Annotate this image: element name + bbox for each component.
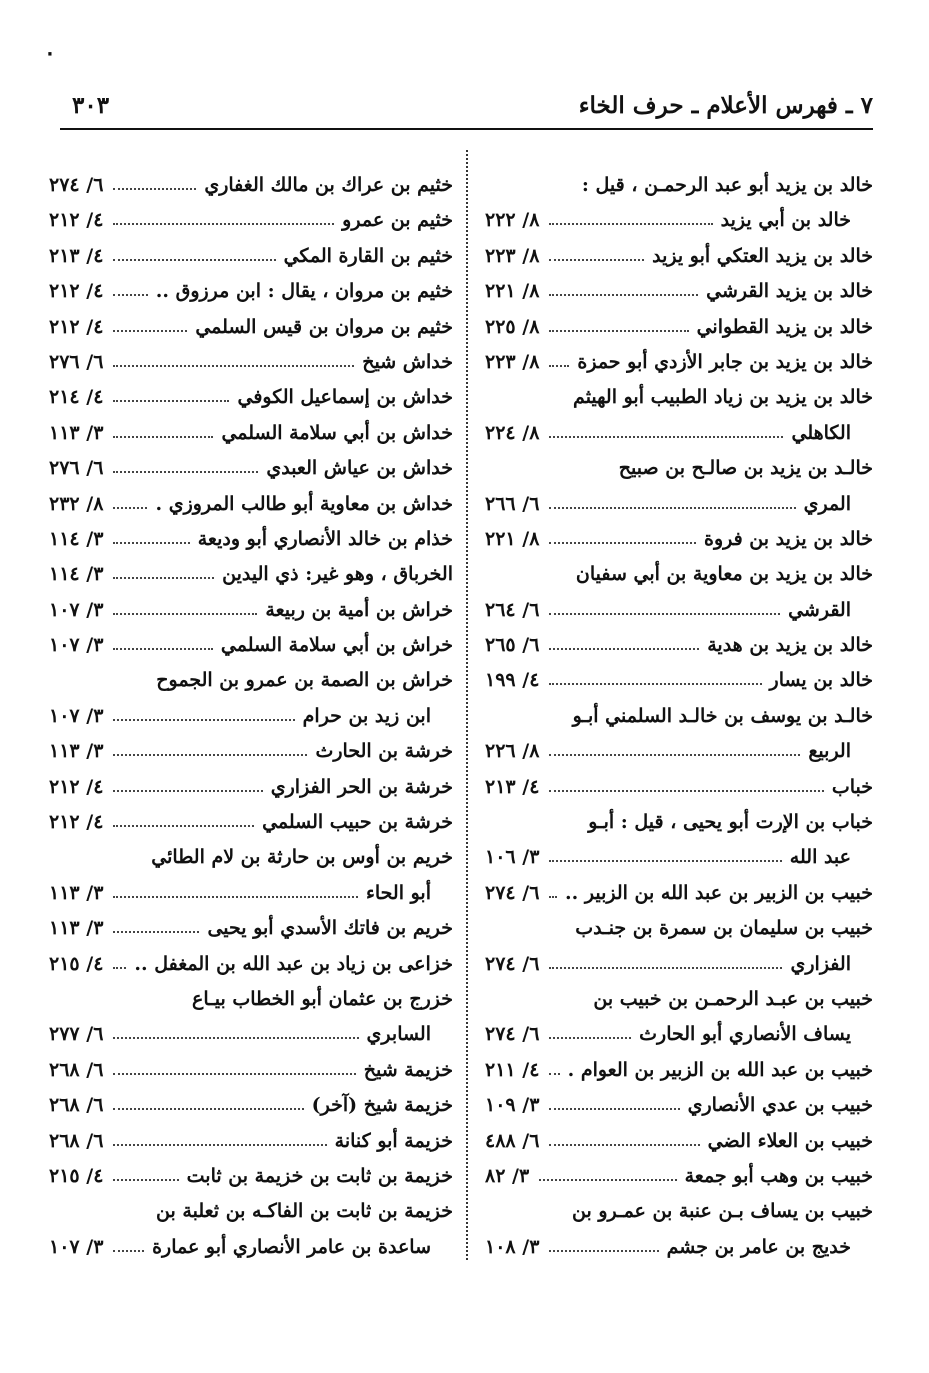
leader-dots xyxy=(539,1171,677,1181)
entry-name: عبد الله xyxy=(789,846,851,869)
entry-reference: ٨/ ٢٢١ xyxy=(485,280,540,303)
entry-name: خالد بن يزيد بن هدية xyxy=(707,634,873,657)
leader-dots xyxy=(113,817,254,827)
index-entry xyxy=(49,840,453,875)
entry-reference: ٦/ ٢٦٥ xyxy=(485,634,540,657)
leader-dots xyxy=(113,569,214,579)
index-entry xyxy=(49,663,453,698)
index-entry xyxy=(49,982,453,1017)
entry-name: خباب xyxy=(831,775,873,798)
index-entry xyxy=(485,1159,873,1194)
entry-reference: ٣/ ١١٤ xyxy=(49,527,104,550)
entry-reference: ٣/ ١١٤ xyxy=(49,563,104,586)
index-entry xyxy=(485,522,873,557)
entry-name: خبيب بن العلاء الضي xyxy=(707,1129,873,1152)
entry-reference: ٣/ ١٠٨ xyxy=(485,1235,540,1258)
page-number: ٣٠٣ xyxy=(72,92,110,119)
index-entry xyxy=(485,876,873,911)
entry-name: خالد بن يزيد أبو عبد الرحمـن ، قيل : xyxy=(581,174,873,196)
entry-name: خراش بن الصمة بن عمرو بن الجموح xyxy=(156,669,453,692)
index-entry xyxy=(485,734,873,769)
index-entry xyxy=(485,310,873,345)
entry-name: خرشة بن الحر الفزاري xyxy=(270,775,453,798)
index-entry xyxy=(485,1088,873,1123)
index-entry xyxy=(49,947,453,982)
entry-name: خزيمة شيخ (آخر) xyxy=(311,1094,453,1117)
entry-name: خراش بن أمية بن ربيعة xyxy=(265,598,453,621)
entry-name: خداش بن معاوية أبو طالب المروزي . xyxy=(155,492,453,515)
index-column-right xyxy=(485,168,873,1265)
entry-reference: ٤/ ٢١٢ xyxy=(49,811,104,834)
leader-dots xyxy=(113,428,213,438)
entry-reference: ٣/ ١١٣ xyxy=(49,740,104,763)
leader-dots xyxy=(549,888,557,898)
leader-dots xyxy=(549,959,782,969)
index-entry xyxy=(485,1230,873,1265)
leader-dots xyxy=(549,1136,700,1146)
entry-reference: ٦/ ٢٦٨ xyxy=(49,1058,104,1081)
entry-name: خثيم بن عمرو xyxy=(342,209,453,232)
leader-dots xyxy=(113,534,190,544)
entry-reference: ٨/ ٢٢٦ xyxy=(485,740,540,763)
entry-name: خزيمة بن ثابت بن خزيمة بن ثابت xyxy=(186,1164,453,1187)
leader-dots xyxy=(549,215,713,225)
leader-dots xyxy=(549,428,783,438)
index-entry xyxy=(485,663,873,698)
leader-dots xyxy=(113,286,148,296)
entry-name: خالد بن يزيد بن جابر الأزدي أبو حمزة xyxy=(577,350,873,373)
index-column-left xyxy=(49,168,453,1265)
entry-reference: ٣/ ١١٣ xyxy=(49,421,104,444)
index-entry xyxy=(49,380,453,415)
leader-dots xyxy=(549,286,698,296)
entry-name: الفزاري xyxy=(790,952,851,975)
leader-dots xyxy=(113,923,199,933)
index-entry xyxy=(49,345,453,380)
index-entry xyxy=(485,1194,873,1229)
index-entry xyxy=(485,380,873,415)
entry-name: خبيب بن يساف بـن عنبة بن عمـرو بن xyxy=(571,1200,873,1223)
entry-name: خالد بن أبي يزيد xyxy=(720,209,851,232)
index-entry xyxy=(485,699,873,734)
leader-dots xyxy=(549,852,782,862)
index-entry xyxy=(485,947,873,982)
index-entry xyxy=(485,1017,873,1052)
entry-name: خبيب بن الزبير بن عبد الله بن الزبير .. xyxy=(565,881,873,904)
header-title: ٧ ـ فهرس الأعلام ـ حرف الخاء xyxy=(578,92,873,119)
entry-name: خالد بن يزيد بن زياد الطبيب أبو الهيثم xyxy=(573,386,873,409)
entry-reference: ٣/ ١٠٦ xyxy=(485,846,540,869)
index-entry xyxy=(485,770,873,805)
index-entry xyxy=(49,310,453,345)
entry-reference: ٨/ ٢٢٣ xyxy=(485,350,540,373)
leader-dots xyxy=(113,640,213,650)
entry-reference: ٦/ ٢٧٤ xyxy=(485,1023,540,1046)
index-entry xyxy=(49,770,453,805)
index-entry xyxy=(485,982,873,1017)
entry-name: خالد بن يزيد القطواني xyxy=(696,315,873,338)
entry-name: خداش بن إسماعيل الكوفي xyxy=(237,386,453,409)
leader-dots xyxy=(113,322,187,332)
entry-reference: ٦/ ٢٦٦ xyxy=(485,492,540,515)
leader-dots xyxy=(113,959,126,969)
index-entry xyxy=(49,1124,453,1159)
entry-reference: ٣/ ١٠٧ xyxy=(49,1235,104,1258)
entry-reference: ٤/ ٢١٥ xyxy=(49,1164,104,1187)
entry-reference: ٦/ ٢٦٨ xyxy=(49,1094,104,1117)
entry-name: خراش بن أبي سلامة السلمي xyxy=(220,634,453,657)
leader-dots xyxy=(113,215,334,225)
page-header xyxy=(60,88,873,130)
index-entry xyxy=(485,557,873,592)
index-entry xyxy=(49,734,453,769)
leader-dots xyxy=(113,1065,356,1075)
index-entry xyxy=(485,168,873,203)
entry-name: الربيع xyxy=(808,740,851,763)
leader-dots xyxy=(113,180,196,190)
entry-name: خالد بن يزيد العتكي أبو يزيد xyxy=(652,244,873,267)
index-entry xyxy=(485,593,873,628)
entry-reference: ٦/ ٢٧٤ xyxy=(49,174,104,196)
entry-name: خثيم بن مروان بن قيس السلمي xyxy=(195,315,453,338)
leader-dots xyxy=(113,746,307,756)
entry-name: خزيمة شيخ xyxy=(363,1058,453,1081)
entry-reference: ٤/ ٢١٢ xyxy=(49,280,104,303)
entry-reference: ٤/ ٢١٣ xyxy=(49,244,104,267)
entry-reference: ٦/ ٢٧٧ xyxy=(49,1023,104,1046)
entry-name: خداش بن عياش العبدي xyxy=(266,457,453,480)
entry-name: خريم بن أوس بن حارثة بن لام الطائي xyxy=(151,846,453,869)
entry-reference: ٦/ ٢٧٤ xyxy=(485,952,540,975)
entry-reference: ٤/ ٢١٥ xyxy=(49,952,104,975)
index-entry xyxy=(49,274,453,309)
leader-dots xyxy=(549,746,800,756)
entry-reference: ٤/ ٢١٤ xyxy=(49,386,104,409)
leader-dots xyxy=(549,1065,560,1075)
index-entry xyxy=(49,203,453,238)
entry-reference: ٣/ ١٠٧ xyxy=(49,704,104,727)
entry-reference: ٤/ ٢١٢ xyxy=(49,315,104,338)
entry-reference: ٤/ ٢١٢ xyxy=(49,209,104,232)
index-entry xyxy=(49,1088,453,1123)
entry-name: خثيم بن مروان ، يقال : ابن مرزوق .. xyxy=(155,280,453,303)
index-entry xyxy=(485,451,873,486)
entry-name: خباب بن الإرت أبو يحيى ، قيل : أبـو xyxy=(588,811,873,834)
index-entry xyxy=(485,911,873,946)
index-entry xyxy=(49,628,453,663)
leader-dots xyxy=(113,1242,144,1252)
index-entry xyxy=(485,416,873,451)
index-entry xyxy=(485,840,873,875)
leader-dots xyxy=(113,605,257,615)
leader-dots xyxy=(549,1242,659,1252)
entry-name: خثيم بن القارة المكي xyxy=(283,244,453,267)
entry-name: ساعدة بن عامر الأنصاري أبو عمارة xyxy=(152,1235,431,1258)
entry-name: خالد بن يزيد بن فروة xyxy=(704,527,873,550)
entry-name: خالد بن يسار xyxy=(769,669,873,692)
index-entry xyxy=(49,911,453,946)
leader-dots xyxy=(113,1029,359,1039)
leader-dots xyxy=(549,251,644,261)
entry-name: الكاهلي xyxy=(791,421,851,444)
index-entry xyxy=(485,628,873,663)
entry-name: خذام بن خالد الأنصاري أبو وديعة xyxy=(197,527,453,550)
entry-name: يساف الأنصاري أبو الحارث xyxy=(639,1023,851,1046)
entry-reference: ٦/ ٢٧٤ xyxy=(485,881,540,904)
leader-dots xyxy=(549,534,696,544)
index-entry xyxy=(485,1053,873,1088)
index-entry xyxy=(485,345,873,380)
index-entry xyxy=(49,1017,453,1052)
leader-dots xyxy=(549,322,689,332)
index-entry xyxy=(485,203,873,238)
entry-name: خداش بن أبي سلامة السلمي xyxy=(221,421,453,444)
index-entry xyxy=(485,274,873,309)
entry-reference: ٨/ ٢٢٥ xyxy=(485,315,540,338)
leader-dots xyxy=(113,1136,327,1146)
entry-name: خالد بن يزيد بن معاوية بن أبي سفيان xyxy=(575,563,873,586)
entry-name: خبيب بن عبـد الرحمـن بن خبيب بن xyxy=(593,987,873,1010)
leader-dots xyxy=(113,499,147,509)
leader-dots xyxy=(113,888,358,898)
entry-name: المري xyxy=(803,492,851,515)
index-entry xyxy=(485,1124,873,1159)
index-entry xyxy=(49,239,453,274)
index-entry xyxy=(485,487,873,522)
index-entry xyxy=(49,1194,453,1229)
entry-name: خداش شيخ xyxy=(362,350,453,373)
entry-name: خثيم بن عراك بن مالك الغفاري xyxy=(204,174,453,196)
index-entry xyxy=(485,805,873,840)
entry-name: خزرج بن عثمان أبو الخطاب بيـاع xyxy=(192,987,453,1010)
entry-name: خرشة بن الحارث xyxy=(315,740,453,763)
entry-reference: ٣/ ٨٢ xyxy=(485,1164,530,1187)
entry-name: خبيب بن سليمان بن سمرة بن جنـدب xyxy=(575,917,873,940)
leader-dots xyxy=(549,640,699,650)
entry-name: الخرباق ، وهو غير: ذي اليدين xyxy=(222,563,453,586)
entry-reference: ٣/ ١١٣ xyxy=(49,917,104,940)
leader-dots xyxy=(113,711,295,721)
entry-reference: ٦/ ٢٧٦ xyxy=(49,457,104,480)
entry-reference: ٦/ ٤٨٨ xyxy=(485,1129,540,1152)
index-entry xyxy=(485,239,873,274)
column-divider xyxy=(466,150,468,1260)
index-entry xyxy=(49,876,453,911)
entry-name: خبيب بن وهب أبو جمعة xyxy=(684,1164,873,1187)
index-entry xyxy=(49,1159,453,1194)
index-entry xyxy=(49,522,453,557)
index-entry xyxy=(49,451,453,486)
entry-reference: ٦/ ٢٦٤ xyxy=(485,598,540,621)
entry-name: خزاعى بن زياد بن عبد الله بن المغفل .. xyxy=(134,952,453,975)
entry-name: ابن زيد بن حرام xyxy=(302,704,431,727)
entry-reference: ٨/ ٢٢٣ xyxy=(485,244,540,267)
leader-dots xyxy=(113,782,263,792)
entry-name: خالد بن يزيد القرشي xyxy=(706,280,873,303)
leader-dots xyxy=(113,1171,179,1181)
entry-reference: ٨/ ٢٢٤ xyxy=(485,421,540,444)
header-rule xyxy=(60,128,873,130)
entry-reference: ٤/ ١٩٩ xyxy=(485,669,540,692)
index-entry xyxy=(49,557,453,592)
entry-name: السابري xyxy=(366,1023,431,1046)
leader-dots xyxy=(113,463,258,473)
entry-reference: ٣/ ١٠٩ xyxy=(485,1094,540,1117)
entry-reference: ٨/ ٢٢٢ xyxy=(485,209,540,232)
index-entry xyxy=(49,168,453,203)
entry-reference: ٦/ ٢٦٨ xyxy=(49,1129,104,1152)
entry-reference: ٦/ ٢٧٦ xyxy=(49,350,104,373)
leader-dots xyxy=(113,392,229,402)
leader-dots xyxy=(549,675,762,685)
index-entry xyxy=(49,1230,453,1265)
entry-reference: ٤/ ٢١٢ xyxy=(49,775,104,798)
entry-name: خبيب بن عبد الله بن الزبير بن العوام . xyxy=(567,1058,873,1081)
entry-name: خزيمة أبو كنانة xyxy=(334,1129,453,1152)
entry-name: خريم بن فاتك الأسدي أبو يحيى xyxy=(207,917,453,940)
entry-reference: ٨/ ٢٢١ xyxy=(485,527,540,550)
entry-reference: ٤/ ٢١١ xyxy=(485,1058,540,1081)
entry-name: خديج بن عامر بن جشم xyxy=(666,1235,851,1258)
entry-reference: ٣/ ١٠٧ xyxy=(49,634,104,657)
index-entry xyxy=(49,487,453,522)
leader-dots xyxy=(549,357,569,367)
leader-dots xyxy=(113,1100,304,1110)
leader-dots xyxy=(549,1100,680,1110)
index-entry xyxy=(49,1053,453,1088)
entry-reference: ٣/ ١٠٧ xyxy=(49,598,104,621)
entry-name: خالـد بن يوسف بن خالـد السلمني أبـو xyxy=(572,704,873,727)
leader-dots xyxy=(549,1029,631,1039)
index-entry xyxy=(49,699,453,734)
entry-name: خبيب بن عدي الأنصاري xyxy=(687,1094,873,1117)
leader-dots xyxy=(549,782,824,792)
index-entry xyxy=(49,593,453,628)
entry-name: خالـد بن يزيد بن صالـح بن صبيح xyxy=(618,457,873,480)
page-corner-mark: ٠ xyxy=(44,40,56,66)
index-entry xyxy=(49,805,453,840)
entry-name: خزيمة بن ثابت بن الفاكـه بن ثعلبة بن xyxy=(156,1200,453,1223)
leader-dots xyxy=(549,605,780,615)
leader-dots xyxy=(113,357,354,367)
entry-name: خرشة بن حبيب السلمي xyxy=(262,811,453,834)
index-entry xyxy=(49,416,453,451)
leader-dots xyxy=(113,251,276,261)
entry-reference: ٨/ ٢٣٢ xyxy=(49,492,104,515)
entry-name: أبو الحاء xyxy=(365,881,431,904)
leader-dots xyxy=(549,499,796,509)
entry-name: القرشي xyxy=(788,598,851,621)
entry-reference: ٣/ ١١٣ xyxy=(49,881,104,904)
entry-reference: ٤/ ٢١٣ xyxy=(485,775,540,798)
